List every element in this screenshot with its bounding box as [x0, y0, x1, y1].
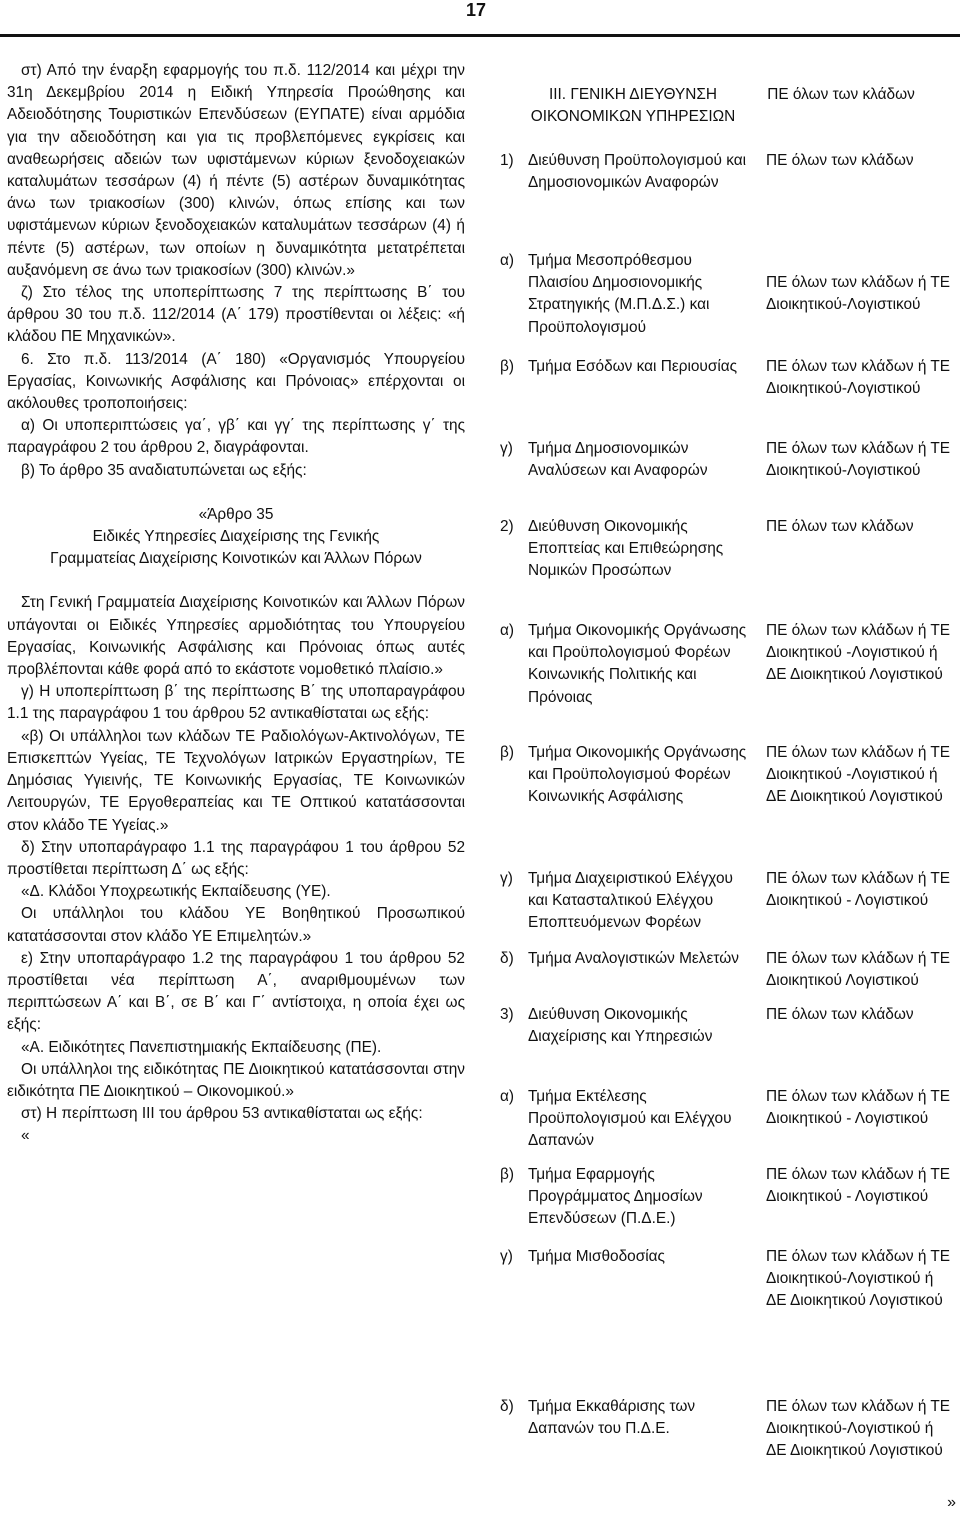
- paragraph: Οι υπάλληλοι του κλάδου ΥΕ Βοηθητικού Προσωπικού κατατάσσονται στον κλάδο ΥΕ Επιμελητών.»: [7, 905, 465, 945]
- org-name: Τμήμα Εφαρμογής Προγράμματος Δημοσίων Επενδύσεων (Π.Δ.Ε.): [528, 1166, 703, 1228]
- org-cell: [500, 150, 756, 194]
- paragraph: 6. Στο π.δ. 113/2014 (Α΄ 180) «Οργανισμός Υπουργείου Εργασίας, Κοινωνικής Ασφάλισης και Πρόνοιας» επέρχονται οι ακόλουθες τροποποιήσεις:: [7, 350, 465, 413]
- row-marker: 2): [500, 518, 514, 535]
- row-marker: α): [500, 622, 515, 639]
- org-cell: [500, 356, 756, 378]
- class-cell: ΠΕ όλων των κλάδων ή ΤΕ Διοικητικού - Λογιστικού: [766, 870, 951, 910]
- class-cell: ΠΕ όλων των κλάδων: [766, 518, 914, 535]
- paragraph: «β) Οι υπάλληλοι των κλάδων ΤΕ Ραδιολόγων-Ακτινολόγων, ΤΕ Επισκεπτών Υγείας, ΤΕ Τεχνολόγων Ιατρικών Εργαστηρίων, ΤΕ Δημόσιας Υγιεινής, ΤΕ Κοινωνικής Εργασίας, ΤΕ Κοινωνικών Λειτουργών, ΤΕ Εργοθεραπείας και ΤΕ Οπτικού κατατάσσονται στον κλάδο ΤΕ Υγείας.»: [7, 727, 465, 834]
- org-cell: [500, 438, 756, 482]
- org-name: Διεύθυνση Οικονομικής Διαχείρισης και Υπηρεσιών: [528, 1006, 713, 1046]
- row-marker: 1): [500, 152, 514, 169]
- class-cell: ΠΕ όλων των κλάδων ή ΤΕ Διοικητικού Λογιστικού: [766, 950, 951, 990]
- org-name: Τμήμα Μισθοδοσίας: [528, 1248, 665, 1265]
- org-name: Τμήμα Οικονομικής Οργάνωσης και Προϋπολογισμού Φορέων Κοινωνικής Ασφάλισης: [528, 744, 747, 806]
- org-name: Διεύθυνση Προϋπολογισμού και Δημοσιονομικών Αναφορών: [528, 152, 747, 192]
- row-marker: β): [500, 1166, 514, 1183]
- row-marker: β): [500, 744, 514, 761]
- table-header-org: ΙΙΙ. ΓΕΝΙΚΗ ΔΙΕΥΘΥΝΣΗ ΟΙΚΟΝΟΜΙΚΩΝ ΥΠΗΡΕΣΙΩΝ: [530, 86, 736, 126]
- table-header-class: ΠΕ όλων των κλάδων: [767, 86, 915, 103]
- class-cell: ΠΕ όλων των κλάδων ή ΤΕ Διοικητικού-Λογιστικού: [766, 274, 951, 314]
- org-cell: [500, 516, 756, 583]
- paragraph: ε) Στην υποπαράγραφο 1.2 της παραγράφου 1 του άρθρου 52 προστίθεται νέα περίπτωση Α΄, αναριθμουμένων των περιπτώσεων Α΄ και Β΄, σε Β΄ και Γ΄ αντίστοιχα, η οποία έχει ως εξής:: [7, 949, 465, 1034]
- class-cell: ΠΕ όλων των κλάδων ή ΤΕ Διοικητικού-Λογιστικού ή ΔΕ Διοικητικού Λογιστικού: [766, 1398, 951, 1460]
- row-marker: α): [500, 1088, 515, 1105]
- org-cell: [500, 742, 756, 809]
- paragraph: δ) Στην υποπαράγραφο 1.1 της παραγράφου 1 του άρθρου 52 προστίθεται περίπτωση Δ΄ ως εξής:: [7, 838, 465, 878]
- org-cell: [500, 1396, 756, 1440]
- article-title: «Άρθρο 35: [198, 505, 274, 523]
- row-marker: δ): [500, 1398, 514, 1415]
- org-name: Τμήμα Εκτέλεσης Προϋπολογισμού και Ελέγχου Δαπανών: [528, 1088, 732, 1150]
- paragraph: α) Οι υποπεριπτώσεις γα΄, γβ΄ και γγ΄ της περίπτωσης γ΄ της παραγράφου 2 του άρθρου 2, διαγράφονται.: [7, 417, 465, 457]
- org-cell: [500, 620, 756, 709]
- org-name: Τμήμα Εκκαθάρισης των Δαπανών του Π.Δ.Ε.: [528, 1398, 696, 1438]
- paragraph: γ) Η υποπερίπτωση β΄ της περίπτωσης Β΄ της υποπαραγράφου 1.1 της παραγράφου 1 του άρθρου 52 αντικαθίσταται ως εξής:: [7, 683, 465, 723]
- row-marker: γ): [500, 1248, 513, 1265]
- class-cell: ΠΕ όλων των κλάδων ή ΤΕ Διοικητικού-Λογιστικού ή ΔΕ Διοικητικού Λογιστικού: [766, 1248, 951, 1310]
- class-cell: ΠΕ όλων των κλάδων: [766, 152, 914, 169]
- org-name: Τμήμα Δημοσιονομικών Αναλύσεων και Αναφορών: [528, 440, 708, 480]
- article-subtitle: Γραμματείας Διαχείρισης Κοινοτικών και Άλλων Πόρων: [50, 550, 422, 568]
- org-cell: [500, 1246, 756, 1268]
- paragraph: «Δ. Κλάδοι Υποχρεωτικής Εκπαίδευσης (ΥΕ).: [21, 883, 331, 901]
- paragraph: Οι υπάλληλοι της ειδικότητας ΠΕ Διοικητικού κατατάσσονται στην ειδικότητα ΠΕ Διοικητικού – Οικονομικού.»: [7, 1060, 465, 1100]
- row-marker: 3): [500, 1006, 514, 1023]
- org-name: Τμήμα Διαχειριστικού Ελέγχου και Κατασταλτικού Ελέγχου Εποπτευόμενων Φορέων: [528, 870, 733, 932]
- row-marker: β): [500, 358, 514, 375]
- article-subtitle: Ειδικές Υπηρεσίες Διαχείρισης της Γενικής: [92, 528, 380, 546]
- left-column: [7, 60, 465, 1148]
- class-cell: ΠΕ όλων των κλάδων ή ΤΕ Διοικητικού-Λογιστικού: [766, 440, 951, 480]
- org-name: Τμήμα Μεσοπρόθεσμου Πλαισίου Δημοσιονομικής Στρατηγικής (Μ.Π.Δ.Σ.) και Προϋπολογισμού: [528, 252, 710, 336]
- class-cell: ΠΕ όλων των κλάδων: [766, 1006, 914, 1023]
- paragraph: «: [21, 1127, 30, 1145]
- org-cell: [500, 1004, 756, 1048]
- class-cell: ΠΕ όλων των κλάδων ή ΤΕ Διοικητικού - Λογιστικού: [766, 1088, 951, 1128]
- class-cell: ΠΕ όλων των κλάδων ή ΤΕ Διοικητικού -Λογιστικού ή ΔΕ Διοικητικού Λογιστικού: [766, 744, 951, 806]
- paragraph: ζ) Στο τέλος της υποπερίπτωσης 7 της περίπτωσης Β΄ του άρθρου 30 του π.δ. 112/2014 (Α΄ 179) προστίθενται οι λέξεις: «ή κλάδου ΠΕ Μηχανικών».: [7, 284, 465, 346]
- header-rule: [0, 34, 960, 37]
- paragraph: στ) Η περίπτωση ΙΙΙ του άρθρου 53 αντικαθίσταται ως εξής:: [21, 1105, 423, 1123]
- org-name: Τμήμα Εσόδων και Περιουσίας: [528, 358, 738, 375]
- row-marker: γ): [500, 440, 513, 457]
- paragraph: «Α. Ειδικότητες Πανεπιστημιακής Εκπαίδευσης (ΠΕ).: [21, 1038, 382, 1056]
- org-cell: [500, 868, 756, 935]
- org-name: Τμήμα Οικονομικής Οργάνωσης και Προϋπολογισμού Φορέων Κοινωνικής Πολιτικής και Πρόνοιας: [528, 622, 747, 706]
- org-cell: [500, 1164, 756, 1231]
- org-name: Τμήμα Αναλογιστικών Μελετών: [528, 950, 739, 967]
- paragraph: στ) Από την έναρξη εφαρμογής του π.δ. 112/2014 και μέχρι την 31η Δεκεμβρίου 2014 η Ειδική Υπηρεσία Προώθησης και Αδειοδότησης Τουριστικών Επενδύσεων (ΕΥΠΑΤΕ) είναι αρμόδια για την αδειοδότηση και για τις προβλεπόμενες εγκρίσεις και αναθεωρήσεις αδειών των υφιστάμενων κύριων ξενοδοχειακών καταλυμάτων τεσσάρων (4) ή πέντε (5) αστέρων δυναμικότητας άνω των τριακοσίων (300) κλινών, όπως επίσης και των υφιστάμενων κύριων ξενοδοχειακών καταλυμάτων τεσσάρων (4) ή πέντε (5) αστέρων, των οποίων η δυναμικότητα μετατρέπεται αυξανόμενη σε άνω των τριακοσίων (300) κλινών.»: [7, 62, 465, 279]
- org-cell: [500, 250, 756, 339]
- row-marker: γ): [500, 870, 513, 887]
- org-name: Διεύθυνση Οικονομικής Εποπτείας και Επιθεώρησης Νομικών Προσώπων: [528, 518, 724, 580]
- page-number: 17: [466, 0, 487, 20]
- row-marker: α): [500, 252, 515, 269]
- paragraph: Στη Γενική Γραμματεία Διαχείρισης Κοινοτικών και Άλλων Πόρων υπάγονται οι Ειδικές Υπηρεσίες αρμοδιότητας του Υπουργείου Εργασίας, Κοινωνικής Ασφάλισης και Πρόνοιας όπως αυτές προβλέπονται κάθε φορά από το εκάστοτε νομοθετικό πλαίσιο.»: [7, 594, 465, 679]
- class-cell: ΠΕ όλων των κλάδων ή ΤΕ Διοικητικού -Λογιστικού ή ΔΕ Διοικητικού Λογιστικού: [766, 622, 951, 684]
- row-marker: δ): [500, 950, 514, 967]
- class-cell: ΠΕ όλων των κλάδων ή ΤΕ Διοικητικού-Λογιστικού: [766, 358, 951, 398]
- closing-quote: »: [947, 1494, 956, 1511]
- org-cell: [500, 1086, 756, 1153]
- paragraph: β) Το άρθρο 35 αναδιατυπώνεται ως εξής:: [21, 461, 307, 479]
- org-cell: [500, 948, 756, 970]
- class-cell: ΠΕ όλων των κλάδων ή ΤΕ Διοικητικού - Λογιστικού: [766, 1166, 951, 1206]
